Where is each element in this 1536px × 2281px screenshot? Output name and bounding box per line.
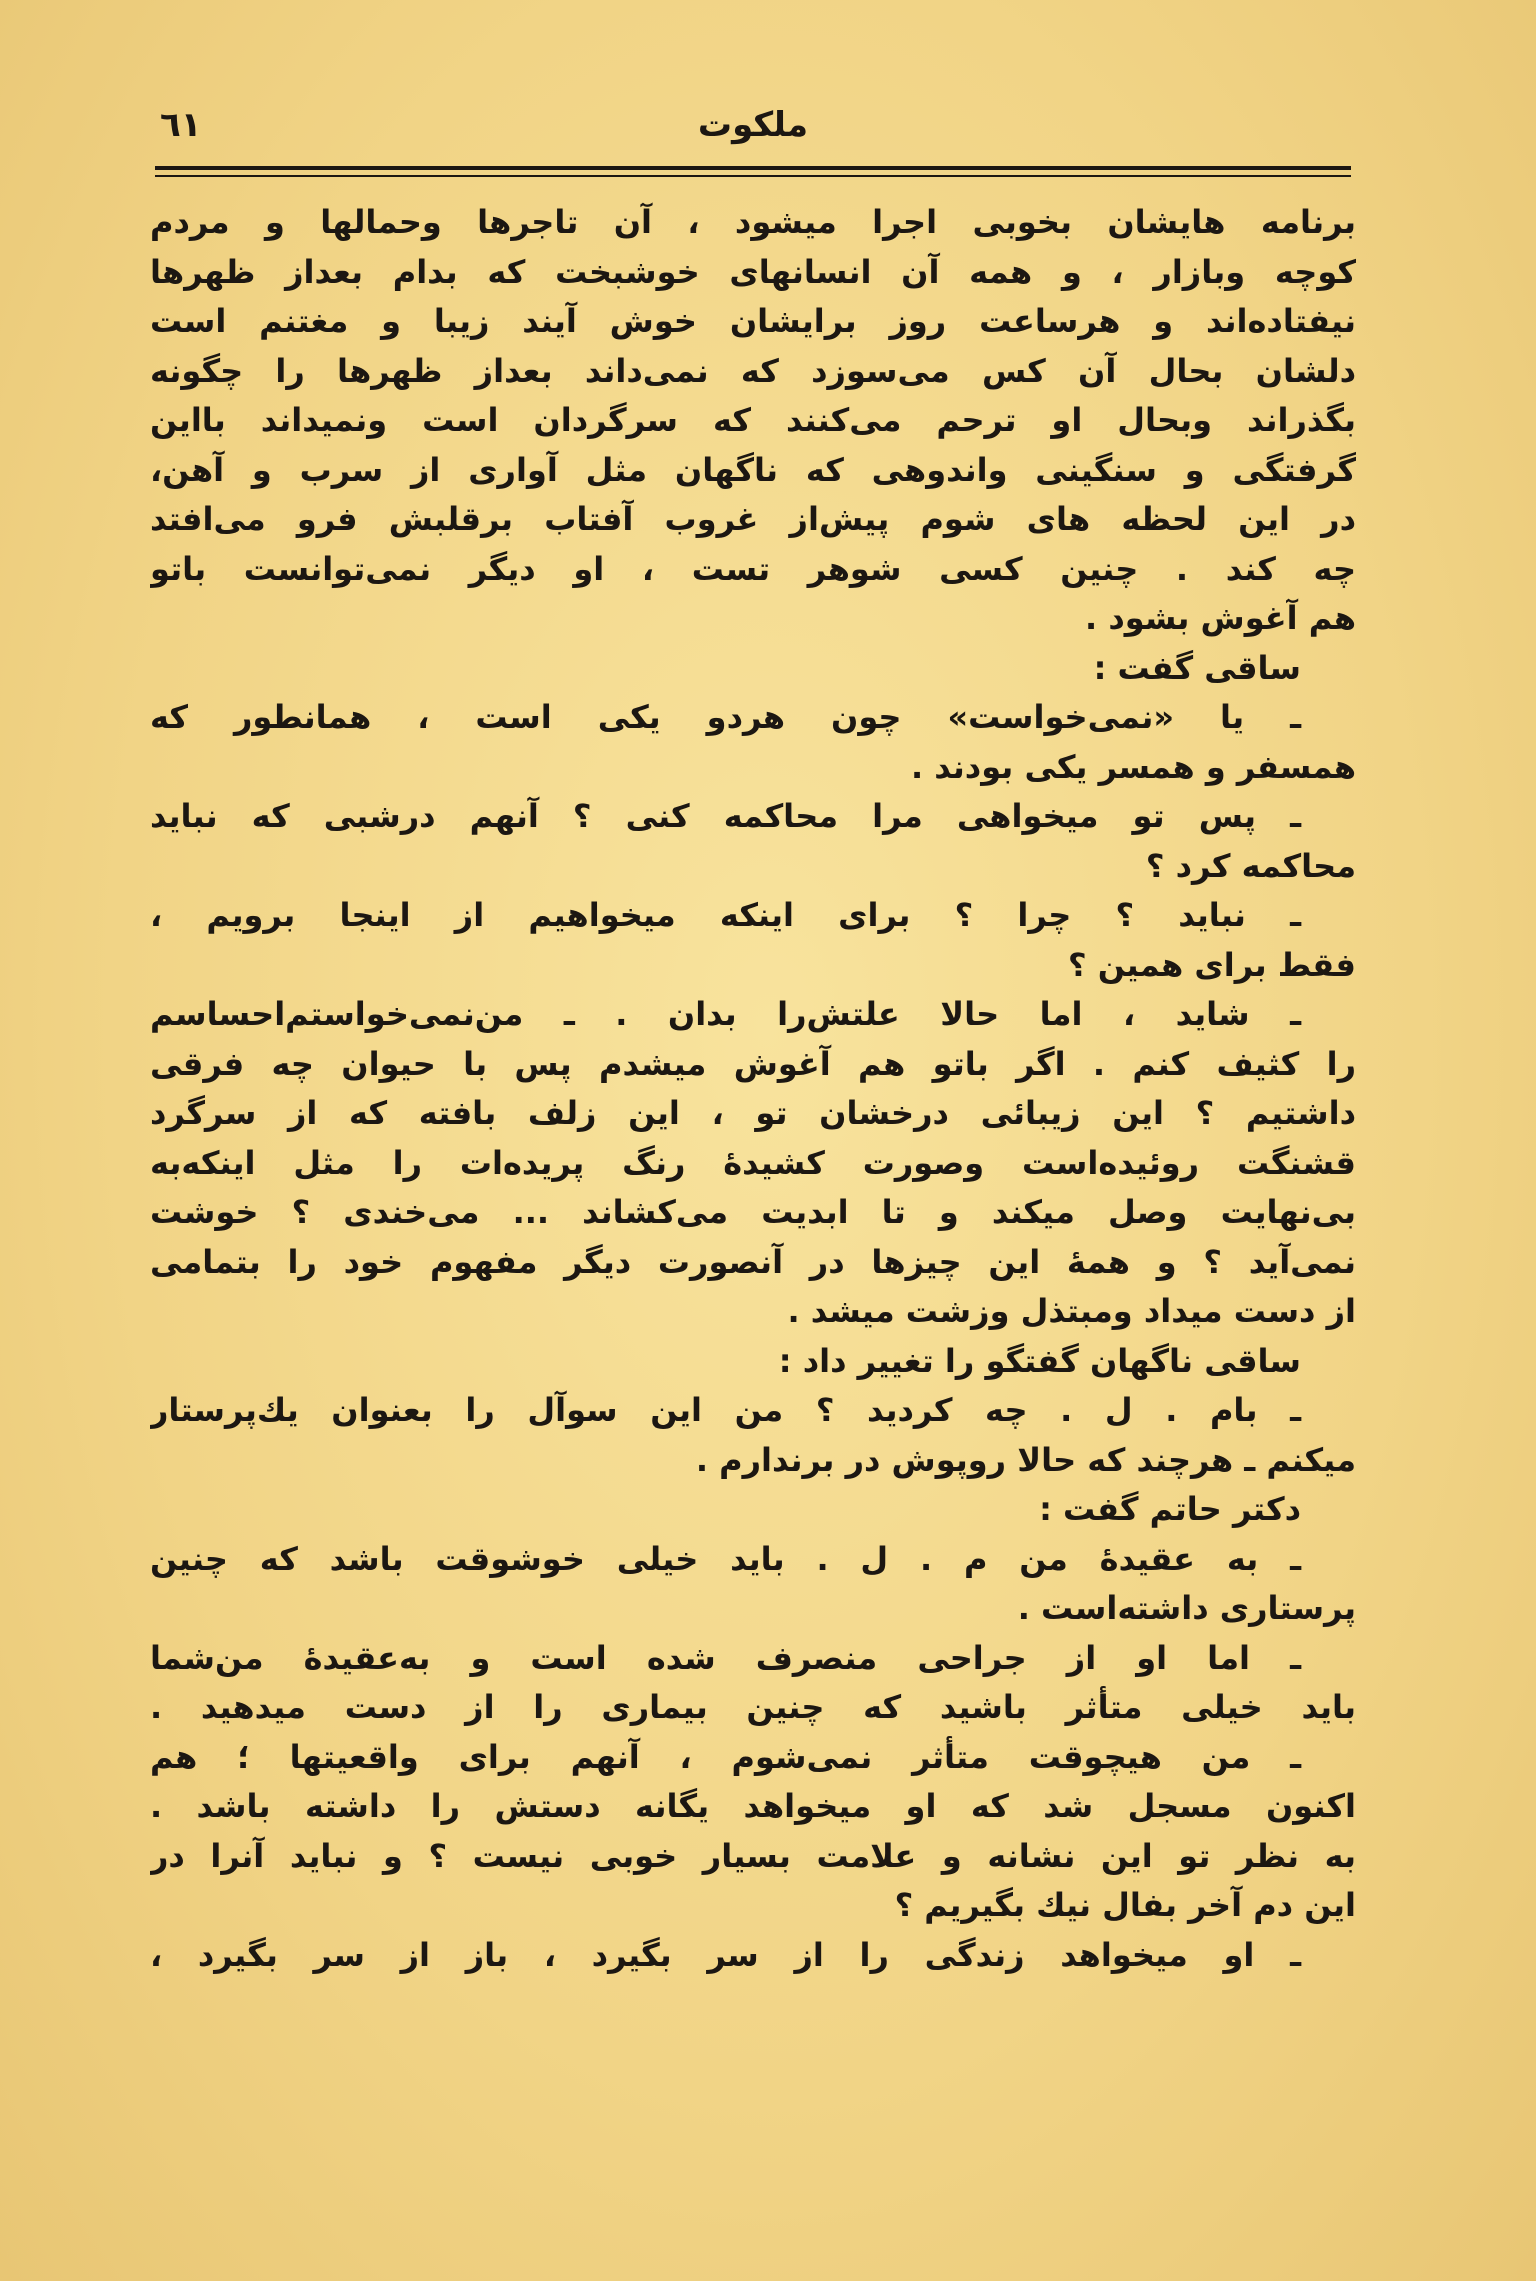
text-line: اکنون مسجل شد که او میخواهد یگانه دستش را داشته باشد .	[150, 1787, 1356, 1825]
text-line: این دم آخر بفال نیك بگیریم ؟	[894, 1886, 1356, 1924]
text-line: ساقی گفت :	[1093, 648, 1301, 687]
text-line: ـ اما او از جراحی منصرف شده است و به‌عقیدهٔ من‌شما	[150, 1638, 1301, 1677]
header-rule-thick	[155, 166, 1351, 170]
text-line: به نظر تو این نشانه و علامت بسیار خوبی نیست ؟ و نباید آنرا در	[150, 1836, 1356, 1875]
text-line: فقط برای همین ؟	[1068, 945, 1356, 984]
text-line: ـ من هیچوقت متأثر نمی‌شوم ، آنهم برای واقعیتها ؛ هم	[150, 1737, 1301, 1776]
text-line: باید خیلی متأثر باشید که چنین بیماری را از دست میدهید .	[150, 1688, 1356, 1726]
text-line: ـ پس تو میخواهی مرا محاکمه کنی ؟ آنهم درشبی که نباید	[150, 797, 1301, 835]
text-line: را کثیف کنم . اگر باتو هم آغوش میشدم پس با حیوان چه فرقی	[150, 1044, 1356, 1083]
text-line: نمی‌آید ؟ و همهٔ این چیزها در آنصورت دیگر مفهوم خود را بتمامی	[150, 1242, 1356, 1281]
text-line: ـ شاید ، اما حالا علتش‌را بدان . ـ من‌نمی‌خواستم‌احساسم	[150, 995, 1301, 1033]
text-line: ـ او میخواهد زندگی را از سر بگیرد ، باز از سر بگیرد ،	[150, 1935, 1301, 1974]
running-title: ملکوت	[697, 105, 809, 145]
text-line: محاکمه کرد ؟	[1145, 846, 1356, 885]
text-line: دلشان بحال آن کس می‌سوزد که نمی‌داند بعداز ظهرها را چگونه	[150, 351, 1356, 390]
text-line: نیفتاده‌اند و هرساعت روز برایشان خوش آیند زیبا و مغتنم است	[150, 302, 1356, 340]
text-line: ـ یا «نمی‌خواست» چون هردو یکی است ، همانطور که	[150, 698, 1301, 736]
text-line: داشتیم ؟ این زیبائی درخشان تو ، این زلف بافته که از سرگرد	[150, 1094, 1356, 1132]
text-line: دکتر حاتم گفت :	[1039, 1490, 1301, 1528]
text-line: ـ به عقیدهٔ من م . ل . باید خیلی خوشوقت باشد که چنین	[150, 1539, 1301, 1578]
text-line: ساقی ناگهان گفتگو را تغییر داد :	[778, 1341, 1301, 1380]
text-line: هم آغوش بشود .	[1085, 599, 1356, 637]
text-line: از دست میداد ومبتذل وزشت میشد .	[787, 1292, 1356, 1330]
header-rule-thin	[155, 175, 1351, 177]
text-line: گرفتگی و سنگینی واندوهی که ناگهان مثل آواری از سرب و آهن،	[150, 450, 1356, 489]
text-line: برنامه هایشان بخوبی اجرا میشود ، آن تاجرها وحمالها و مردم	[150, 203, 1356, 241]
text-line: همسفر و همسر یکی بودند .	[911, 747, 1356, 786]
text-line: بی‌نهایت وصل میکند و تا ابدیت می‌کشاند ... می‌خندی ؟ خوشت	[150, 1193, 1356, 1231]
text-line: میکنم ـ هرچند که حالا روپوش در برندارم .	[695, 1440, 1356, 1479]
text-line: بگذراند وبحال او ترحم می‌کنند که سرگردان است ونمیداند بااین	[150, 401, 1356, 439]
body-text	[150, 198, 1356, 1980]
text-line: کوچه وبازار ، و همه آن انسانهای خوشبخت که بدام بعداز ظهرها	[150, 252, 1356, 291]
page-number: ٦١	[160, 105, 202, 145]
text-line: چه کند . چنین کسی شوهر تست ، او دیگر نمی‌توانست باتو	[150, 549, 1356, 588]
text-line: پرستاری داشته‌است .	[1017, 1589, 1356, 1627]
text-line: در این لحظه های شوم پیش‌از غروب آفتاب برقلبش فرو می‌افتد	[150, 500, 1356, 538]
text-line: ـ نباید ؟ چرا ؟ برای اینکه میخواهیم از اینجا برویم ،	[150, 896, 1301, 934]
page-header	[150, 105, 1356, 155]
text-line: ـ بام . ل . چه کردید ؟ من این سوآل را بعنوان یك‌پرستار	[150, 1391, 1301, 1429]
text-line: قشنگت روئیده‌است وصورت کشیدهٔ رنگ پریده‌ات را مثل اینکه‌به	[150, 1143, 1356, 1182]
